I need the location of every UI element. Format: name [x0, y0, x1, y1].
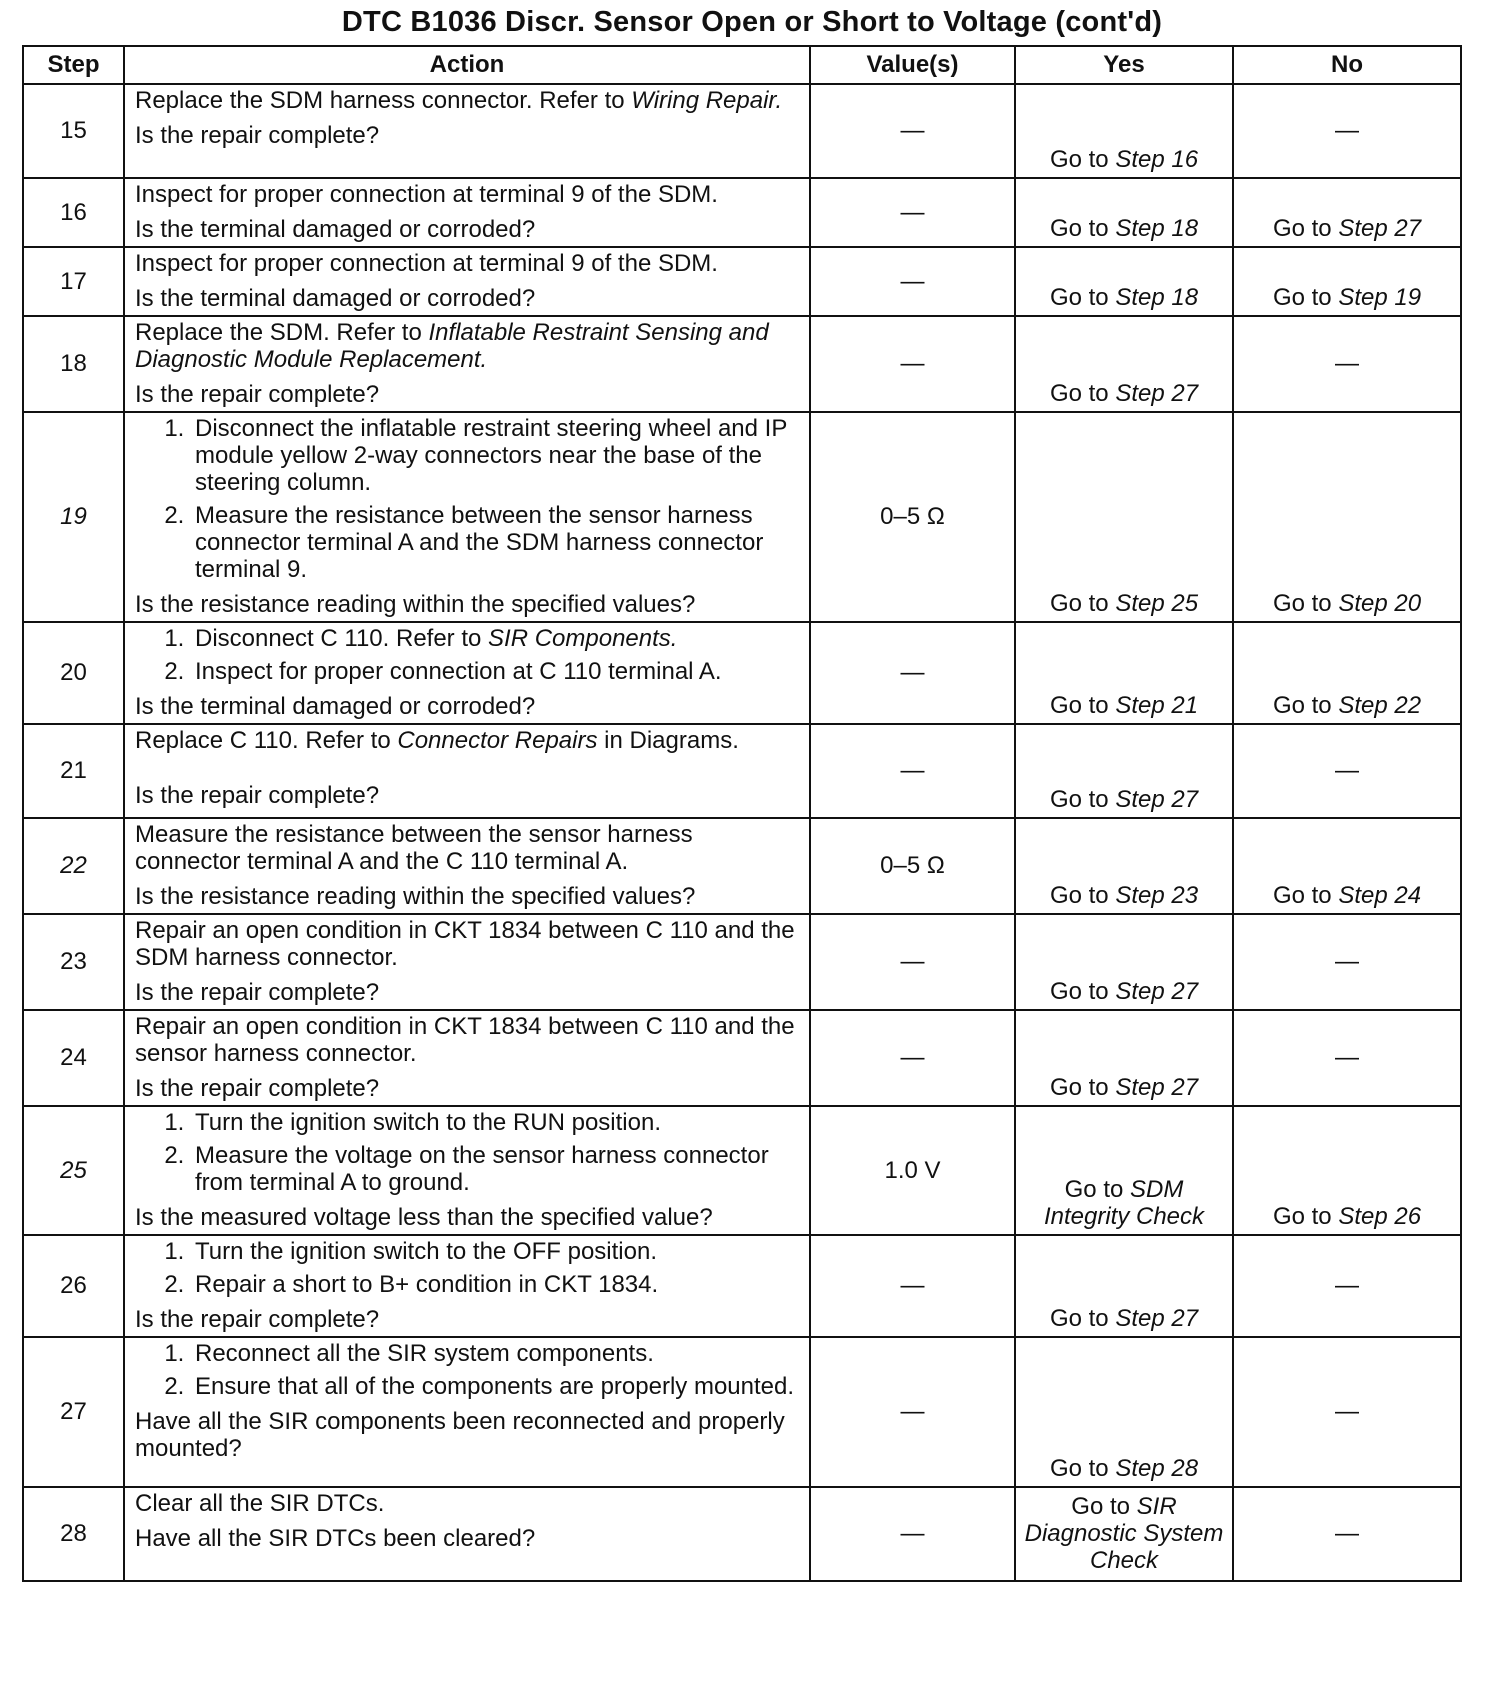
- table-row: [23, 1010, 1461, 1106]
- table-row: [23, 178, 1461, 247]
- value-cell: —: [810, 247, 1015, 316]
- no-cell: —: [1233, 84, 1461, 178]
- list-item: 2. Measure the resistance between the sensor harness connector terminal A and the SDM harness connector terminal 9.: [191, 502, 801, 583]
- yes-reference: SIR Diagnostic System Check: [1024, 1492, 1224, 1574]
- action-cell: [124, 1106, 810, 1235]
- action-cell: [124, 247, 810, 316]
- step-number: 18: [23, 316, 124, 412]
- table-row: [23, 247, 1461, 316]
- action-question: Have all the SIR DTCs been cleared?: [135, 1525, 536, 1552]
- action-cell: [124, 1010, 810, 1106]
- yes-reference: Step 27: [1115, 1305, 1199, 1332]
- action-text: Inspect for proper connection at terminal 9 of the SDM.: [135, 250, 718, 277]
- action-cell: [124, 622, 810, 724]
- list-item: 1. Turn the ignition switch to the OFF position.: [191, 1238, 801, 1265]
- yes-cell: [1015, 1010, 1233, 1106]
- yes-cell: [1015, 622, 1233, 724]
- yes-reference: Step 23: [1115, 882, 1199, 909]
- yes-text: Go to: [1049, 978, 1109, 1005]
- action-text: Repair an open condition in CKT 1834 between C 110 and the sensor harness connector.: [135, 1013, 795, 1067]
- header-action: Action: [124, 46, 810, 84]
- table-row: [23, 724, 1461, 818]
- no-cell: —: [1233, 1337, 1461, 1487]
- action-cell: [124, 1487, 810, 1581]
- header-yes: Yes: [1015, 46, 1233, 84]
- action-list: [135, 1238, 801, 1298]
- yes-reference: Step 18: [1115, 215, 1199, 242]
- action-list: [135, 1340, 801, 1400]
- step-number: 26: [23, 1235, 124, 1337]
- no-cell: [1233, 412, 1461, 622]
- step-number: 19: [23, 412, 124, 622]
- yes-text: Go to: [1049, 380, 1109, 407]
- value-cell: —: [810, 316, 1015, 412]
- no-cell: —: [1233, 1487, 1461, 1581]
- table-row: [23, 914, 1461, 1010]
- yes-text: Go to: [1049, 215, 1109, 242]
- yes-reference: Step 18: [1115, 284, 1199, 311]
- action-question: Is the terminal damaged or corroded?: [135, 216, 536, 243]
- action-reference: Wiring Repair.: [631, 87, 783, 114]
- yes-cell: [1015, 724, 1233, 818]
- value-cell: —: [810, 84, 1015, 178]
- no-cell: [1233, 1106, 1461, 1235]
- yes-text: Go to: [1049, 786, 1109, 813]
- yes-reference: Step 16: [1115, 146, 1199, 173]
- value-cell: —: [810, 1010, 1015, 1106]
- step-number: 22: [23, 818, 124, 914]
- action-cell: [124, 818, 810, 914]
- action-cell: [124, 316, 810, 412]
- action-text: Clear all the SIR DTCs.: [135, 1490, 385, 1517]
- action-text: Replace C 110. Refer to: [135, 727, 391, 754]
- list-item: 1. Turn the ignition switch to the RUN position.: [191, 1109, 801, 1136]
- no-text: Go to: [1272, 215, 1332, 242]
- page-title: DTC B1036 Discr. Sensor Open or Short to Voltage (cont'd): [341, 6, 1163, 38]
- no-reference: Step 27: [1338, 215, 1422, 242]
- list-item: 1. Disconnect the inflatable restraint steering wheel and IP module yellow 2-way connectors near the base of the steering column.: [191, 415, 801, 496]
- yes-cell: [1015, 1487, 1233, 1581]
- action-question: Have all the SIR components been reconnected and properly mounted?: [135, 1408, 785, 1462]
- action-question: Is the terminal damaged or corroded?: [135, 693, 536, 720]
- action-list: [135, 1109, 801, 1196]
- action-question: Is the repair complete?: [135, 1075, 380, 1102]
- list-item: 2. Inspect for proper connection at C 110 terminal A.: [191, 658, 801, 685]
- table-row: [23, 316, 1461, 412]
- table-row: [23, 818, 1461, 914]
- table-row: [23, 622, 1461, 724]
- list-item: [191, 625, 801, 652]
- action-reference: Inflatable Restraint Sensing and Diagnostic Module Replacement.: [135, 319, 769, 373]
- list-item-reference: SIR Components.: [488, 625, 678, 652]
- yes-text: Go to: [1064, 1176, 1124, 1203]
- step-number: 25: [23, 1106, 124, 1235]
- yes-text: Go to: [1049, 284, 1109, 311]
- table-row: [23, 1487, 1461, 1581]
- yes-text: Go to: [1049, 1455, 1109, 1482]
- yes-cell: [1015, 412, 1233, 622]
- yes-reference: Step 25: [1115, 590, 1199, 617]
- action-cell: [124, 724, 810, 818]
- value-cell: —: [810, 1337, 1015, 1487]
- action-question: Is the repair complete?: [135, 122, 380, 149]
- yes-cell: [1015, 1337, 1233, 1487]
- table-row: [23, 1337, 1461, 1487]
- action-cell: [124, 84, 810, 178]
- no-text: Go to: [1272, 1203, 1332, 1230]
- yes-reference: SDM Integrity Check: [1043, 1176, 1205, 1230]
- yes-reference: Step 28: [1115, 1455, 1199, 1482]
- no-cell: —: [1233, 1235, 1461, 1337]
- no-text: Go to: [1272, 284, 1332, 311]
- action-question: Is the terminal damaged or corroded?: [135, 285, 536, 312]
- value-cell: —: [810, 178, 1015, 247]
- action-list: [135, 415, 801, 583]
- no-text: Go to: [1272, 590, 1332, 617]
- step-number: 27: [23, 1337, 124, 1487]
- yes-text: Go to: [1049, 1305, 1109, 1332]
- header-no: No: [1233, 46, 1461, 84]
- step-number: 28: [23, 1487, 124, 1581]
- yes-reference: Step 21: [1115, 692, 1199, 719]
- header-row: [23, 46, 1461, 84]
- action-question: Is the measured voltage less than the specified value?: [135, 1204, 713, 1231]
- yes-text: Go to: [1049, 692, 1109, 719]
- yes-reference: Step 27: [1115, 380, 1199, 407]
- action-cell: [124, 1235, 810, 1337]
- yes-cell: [1015, 316, 1233, 412]
- step-number: 24: [23, 1010, 124, 1106]
- action-text: Measure the resistance between the sensor harness connector terminal A and the C 110 terminal A.: [135, 821, 693, 875]
- step-number: 16: [23, 178, 124, 247]
- yes-cell: [1015, 1235, 1233, 1337]
- no-reference: Step 26: [1338, 1203, 1422, 1230]
- no-cell: —: [1233, 316, 1461, 412]
- yes-reference: Step 27: [1115, 978, 1199, 1005]
- action-cell: [124, 412, 810, 622]
- no-cell: —: [1233, 914, 1461, 1010]
- table-row: [23, 1106, 1461, 1235]
- yes-text: Go to: [1049, 146, 1109, 173]
- step-number: 21: [23, 724, 124, 818]
- action-cell: [124, 914, 810, 1010]
- yes-reference: Step 27: [1115, 1074, 1199, 1101]
- value-cell: —: [810, 724, 1015, 818]
- yes-cell: [1015, 247, 1233, 316]
- list-item: 2. Ensure that all of the components are properly mounted.: [191, 1373, 801, 1400]
- list-item: 2. Measure the voltage on the sensor harness connector from terminal A to ground.: [191, 1142, 801, 1196]
- table-row: [23, 412, 1461, 622]
- action-question: Is the repair complete?: [135, 782, 380, 809]
- step-number: 15: [23, 84, 124, 178]
- action-text: Replace the SDM harness connector. Refer to: [135, 87, 625, 114]
- action-question: Is the repair complete?: [135, 979, 380, 1006]
- yes-reference: Step 27: [1115, 786, 1199, 813]
- table-row: [23, 84, 1461, 178]
- action-question: Is the resistance reading within the specified values?: [135, 883, 696, 910]
- no-cell: [1233, 247, 1461, 316]
- no-cell: [1233, 622, 1461, 724]
- no-cell: —: [1233, 1010, 1461, 1106]
- yes-cell: [1015, 818, 1233, 914]
- list-item-text: Disconnect C 110. Refer to: [195, 625, 482, 652]
- value-cell: 0–5 Ω: [810, 412, 1015, 622]
- action-text-tail: in Diagrams.: [604, 727, 739, 754]
- list-item: 1. Reconnect all the SIR system components.: [191, 1340, 801, 1367]
- no-reference: Step 22: [1338, 692, 1422, 719]
- action-list: [135, 625, 801, 685]
- yes-text: Go to: [1071, 1492, 1130, 1520]
- yes-text: Go to: [1049, 1074, 1109, 1101]
- no-text: Go to: [1272, 692, 1332, 719]
- list-item: 2. Repair a short to B+ condition in CKT 1834.: [191, 1271, 801, 1298]
- value-cell: —: [810, 622, 1015, 724]
- value-cell: 0–5 Ω: [810, 818, 1015, 914]
- action-cell: [124, 178, 810, 247]
- no-reference: Step 24: [1338, 882, 1422, 909]
- yes-cell: [1015, 84, 1233, 178]
- no-cell: [1233, 178, 1461, 247]
- action-cell: [124, 1337, 810, 1487]
- table-row: [23, 1235, 1461, 1337]
- yes-text: Go to: [1049, 590, 1109, 617]
- action-text: Repair an open condition in CKT 1834 between C 110 and the SDM harness connector.: [135, 917, 795, 971]
- action-reference: Connector Repairs: [397, 727, 598, 754]
- no-text: Go to: [1272, 882, 1332, 909]
- value-cell: 1.0 V: [810, 1106, 1015, 1235]
- header-values: Value(s): [810, 46, 1015, 84]
- no-cell: —: [1233, 724, 1461, 818]
- action-text: Inspect for proper connection at terminal 9 of the SDM.: [135, 181, 718, 208]
- yes-cell: [1015, 178, 1233, 247]
- yes-cell: [1015, 914, 1233, 1010]
- dtc-table: [22, 45, 1462, 1582]
- step-number: 17: [23, 247, 124, 316]
- step-number: 23: [23, 914, 124, 1010]
- yes-cell: [1015, 1106, 1233, 1235]
- action-question: Is the repair complete?: [135, 381, 380, 408]
- header-step: Step: [23, 46, 124, 84]
- value-cell: —: [810, 1235, 1015, 1337]
- action-question: Is the resistance reading within the specified values?: [135, 591, 696, 618]
- value-cell: —: [810, 914, 1015, 1010]
- step-number: 20: [23, 622, 124, 724]
- yes-text: Go to: [1049, 882, 1109, 909]
- no-reference: Step 20: [1338, 590, 1422, 617]
- value-cell: —: [810, 1487, 1015, 1581]
- no-cell: [1233, 818, 1461, 914]
- action-text: Replace the SDM. Refer to: [135, 319, 422, 346]
- action-question: Is the repair complete?: [135, 1306, 380, 1333]
- no-reference: Step 19: [1338, 284, 1422, 311]
